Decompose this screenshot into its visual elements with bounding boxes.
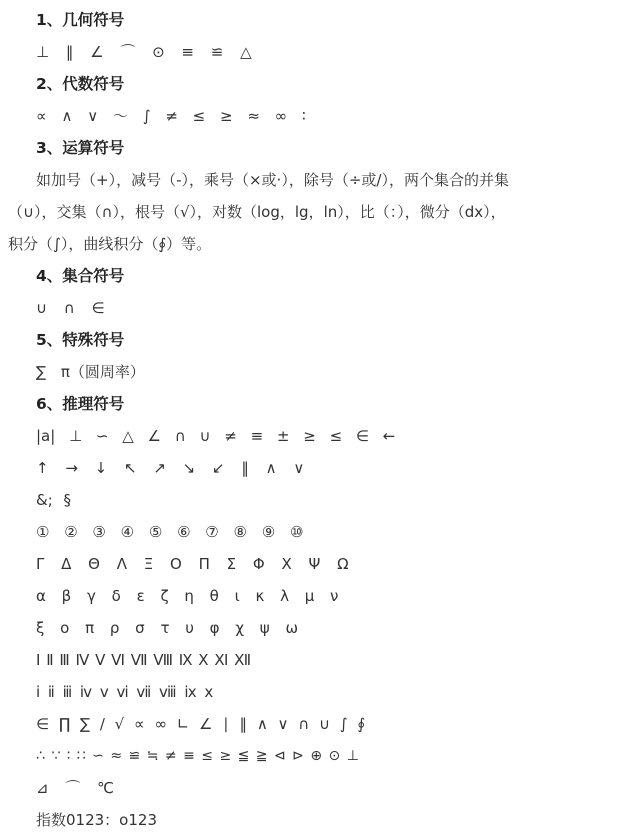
exponent-text: 指数0123：o123 — [36, 811, 157, 829]
symbols-roman-upper: Ⅰ Ⅱ Ⅲ Ⅳ Ⅴ Ⅵ Ⅶ Ⅷ Ⅸ Ⅹ Ⅺ Ⅻ — [36, 651, 252, 669]
symbols-circled-numbers: ① ② ③ ④ ⑤ ⑥ ⑦ ⑧ ⑨ ⑩ — [36, 523, 304, 541]
symbols-triangle-degree: ⊿ ⌒ ℃ — [36, 779, 114, 797]
symbols-misc: &; § — [36, 491, 72, 509]
symbols-special: ∑ π（圆周率） — [36, 363, 145, 381]
symbols-greek-lower-1: α β γ δ ε ζ η θ ι κ λ μ ν — [36, 587, 339, 605]
heading-reasoning: 6、推理符号 — [36, 395, 125, 413]
symbols-greek-upper: Γ Δ Θ Λ Ξ Ο Π Σ Φ Χ Ψ Ω — [36, 555, 349, 573]
symbols-sets: ∪ ∩ ∈ — [36, 299, 105, 317]
symbols-roman-lower: ⅰ ⅱ ⅲ ⅳ ⅴ ⅵ ⅶ ⅷ ⅸ ⅹ — [36, 683, 214, 701]
heading-operations: 3、运算符号 — [36, 139, 125, 157]
symbols-reasoning-1: |a| ⊥ ∽ △ ∠ ∩ ∪ ≠ ≡ ± ≥ ≤ ∈ ← — [36, 427, 396, 445]
operations-text-1: 如加号（+），减号（-），乘号（×或·），除号（÷或/），两个集合的并集 — [36, 171, 509, 189]
symbols-greek-lower-2: ξ ο π ρ σ τ υ φ χ ψ ω — [36, 619, 299, 637]
document — [0, 4, 622, 836]
symbols-arrows: ↑ → ↓ ↖ ↗ ↘ ↙ ‖ ∧ ∨ — [36, 459, 305, 477]
symbols-math-operators: ∈ ∏ ∑ ∕ √ ∝ ∞ ∟ ∠ ∣ ‖ ∧ ∨ ∩ ∪ ∫ ∮ — [36, 715, 366, 733]
operations-paragraph-line-2: （∪），交集（∩），根号（√），对数（log，lg，ln），比（：），微分（dx）， — [8, 203, 506, 221]
symbols-geometry: ⊥ ‖ ∠ ⌒ ⊙ ≡ ≌ △ — [36, 43, 252, 61]
heading-special: 5、特殊符号 — [36, 331, 125, 349]
heading-algebra: 2、代数符号 — [36, 75, 125, 93]
operations-paragraph-line-3: 积分（∫），曲线积分（∮）等。 — [8, 235, 212, 253]
symbols-relations: ∴ ∵ ∶ ∷ ∽ ≈ ≌ ≒ ≠ ≡ ≤ ≥ ≦ ≧ ⊲ ⊳ ⊕ ⊙ ⊥ — [36, 748, 359, 764]
symbols-algebra: ∝ ∧ ∨ ～ ∫ ≠ ≤ ≥ ≈ ∞ ∶ — [36, 107, 306, 125]
operations-paragraph-line-1 — [0, 164, 622, 196]
heading-sets: 4、集合符号 — [36, 267, 125, 285]
heading-geometry: 1、几何符号 — [36, 11, 125, 29]
